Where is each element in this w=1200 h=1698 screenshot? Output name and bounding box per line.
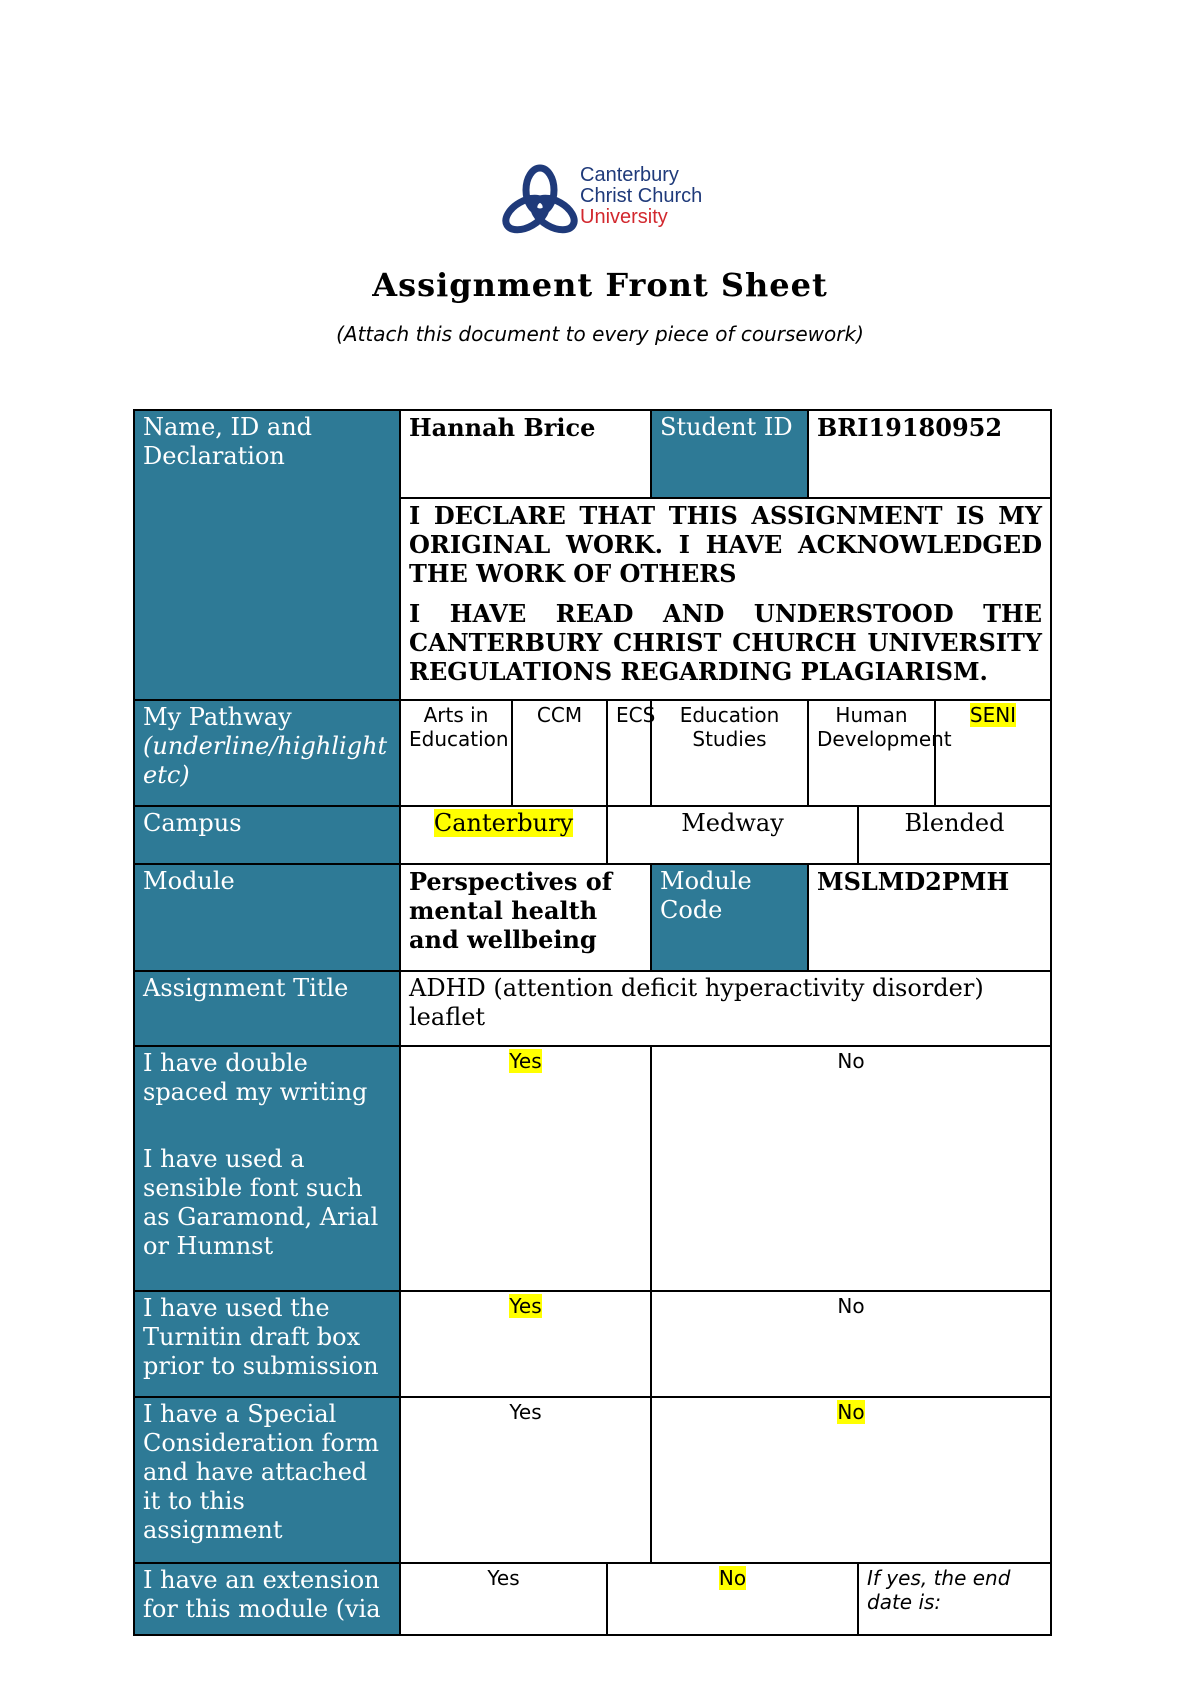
campus-option-medway[interactable]: Medway <box>607 806 858 864</box>
formatting-row <box>134 1046 1051 1291</box>
pathway-option-seni: SENI <box>969 703 1017 727</box>
student-id-label: Student ID <box>651 410 808 498</box>
formatting-yes-cell[interactable] <box>400 1046 651 1291</box>
pathway-row <box>134 700 1051 806</box>
formatting-no[interactable]: No <box>651 1046 1051 1291</box>
campus-row <box>134 806 1051 864</box>
turnitin-no[interactable]: No <box>651 1291 1051 1397</box>
extension-yes[interactable]: Yes <box>400 1563 607 1635</box>
turnitin-yes: Yes <box>509 1294 542 1318</box>
name-id-declaration-label: Name, ID and Declaration <box>134 410 400 700</box>
campus-label: Campus <box>134 806 400 864</box>
student-id-value[interactable]: BRI19180952 <box>808 410 1051 498</box>
pathway-option-human-development[interactable]: Human Development <box>808 700 935 806</box>
extension-label: I have an extension for this module (via <box>134 1563 400 1635</box>
declaration-text <box>400 498 1051 700</box>
campus-option-canterbury-cell[interactable] <box>400 806 607 864</box>
turnitin-label: I have used the Turnitin draft box prior to submission <box>134 1291 400 1397</box>
logo-wordmark <box>580 165 702 228</box>
pathway-label-main: My Pathway <box>143 703 292 731</box>
special-consideration-row <box>134 1397 1051 1563</box>
extension-no: No <box>718 1566 747 1590</box>
extension-no-cell[interactable] <box>607 1563 858 1635</box>
logo-line-university: University <box>580 206 668 228</box>
formatting-label <box>134 1046 400 1291</box>
module-row <box>134 864 1051 971</box>
declaration-original-work: I DECLARE THAT THIS ASSIGNMENT IS MY ORIGINAL WORK. I HAVE ACKNOWLEDGED THE WORK OF OTHERS <box>409 501 1042 588</box>
name-row <box>134 410 1051 498</box>
formatting-yes: Yes <box>509 1049 542 1073</box>
pathway-option-seni-cell[interactable] <box>935 700 1051 806</box>
assignment-title-row <box>134 971 1051 1046</box>
module-name-value[interactable]: Perspectives of mental health and wellbeing <box>400 864 651 971</box>
special-consideration-no: No <box>837 1400 865 1424</box>
logo-line-canterbury: Canterbury <box>580 164 679 186</box>
logo-line-christ-church: Christ Church <box>580 185 703 207</box>
student-name-value[interactable]: Hannah Brice <box>400 410 651 498</box>
special-consideration-no-cell[interactable] <box>651 1397 1051 1563</box>
turnitin-row <box>134 1291 1051 1397</box>
sensible-font-label: I have used a sensible font such as Garamond, Arial or Humnst <box>143 1145 379 1260</box>
pathway-label <box>134 700 400 806</box>
pathway-label-hint: (underline/highlight etc) <box>143 732 388 789</box>
special-consideration-yes[interactable]: Yes <box>400 1397 651 1563</box>
pathway-option-arts-in-education[interactable]: Arts in Education <box>400 700 512 806</box>
assignment-title-value[interactable]: ADHD (attention deficit hyperactivity disorder) leaflet <box>400 971 1051 1046</box>
pathway-option-ecs[interactable]: ECS <box>607 700 651 806</box>
module-code-label: Module Code <box>651 864 808 971</box>
pathway-option-ccm[interactable]: CCM <box>512 700 607 806</box>
page-title: Assignment Front Sheet <box>372 266 828 304</box>
declaration-plagiarism: I HAVE READ AND UNDERSTOOD THE CANTERBURY CHRIST CHURCH UNIVERSITY REGULATIONS REGARDING PLAGIARISM. <box>409 599 1042 686</box>
campus-option-blended[interactable]: Blended <box>858 806 1051 864</box>
extension-end-date[interactable]: If yes, the end date is: <box>858 1563 1051 1635</box>
turnitin-yes-cell[interactable] <box>400 1291 651 1397</box>
module-code-value[interactable]: MSLMD2PMH <box>808 864 1051 971</box>
special-consideration-label: I have a Special Consideration form and have attached it to this assignment <box>134 1397 400 1563</box>
assignment-title-label: Assignment Title <box>134 971 400 1046</box>
front-sheet-table <box>133 409 1052 1636</box>
trinity-knot-icon <box>500 160 580 240</box>
extension-row <box>134 1563 1051 1635</box>
university-logo <box>500 155 730 245</box>
page-subtitle: (Attach this document to every piece of coursework) <box>336 322 864 346</box>
pathway-option-education-studies[interactable]: Education Studies <box>651 700 808 806</box>
double-spaced-label: I have double spaced my writing <box>143 1049 368 1106</box>
module-label: Module <box>134 864 400 971</box>
campus-option-canterbury: Canterbury <box>433 809 574 837</box>
